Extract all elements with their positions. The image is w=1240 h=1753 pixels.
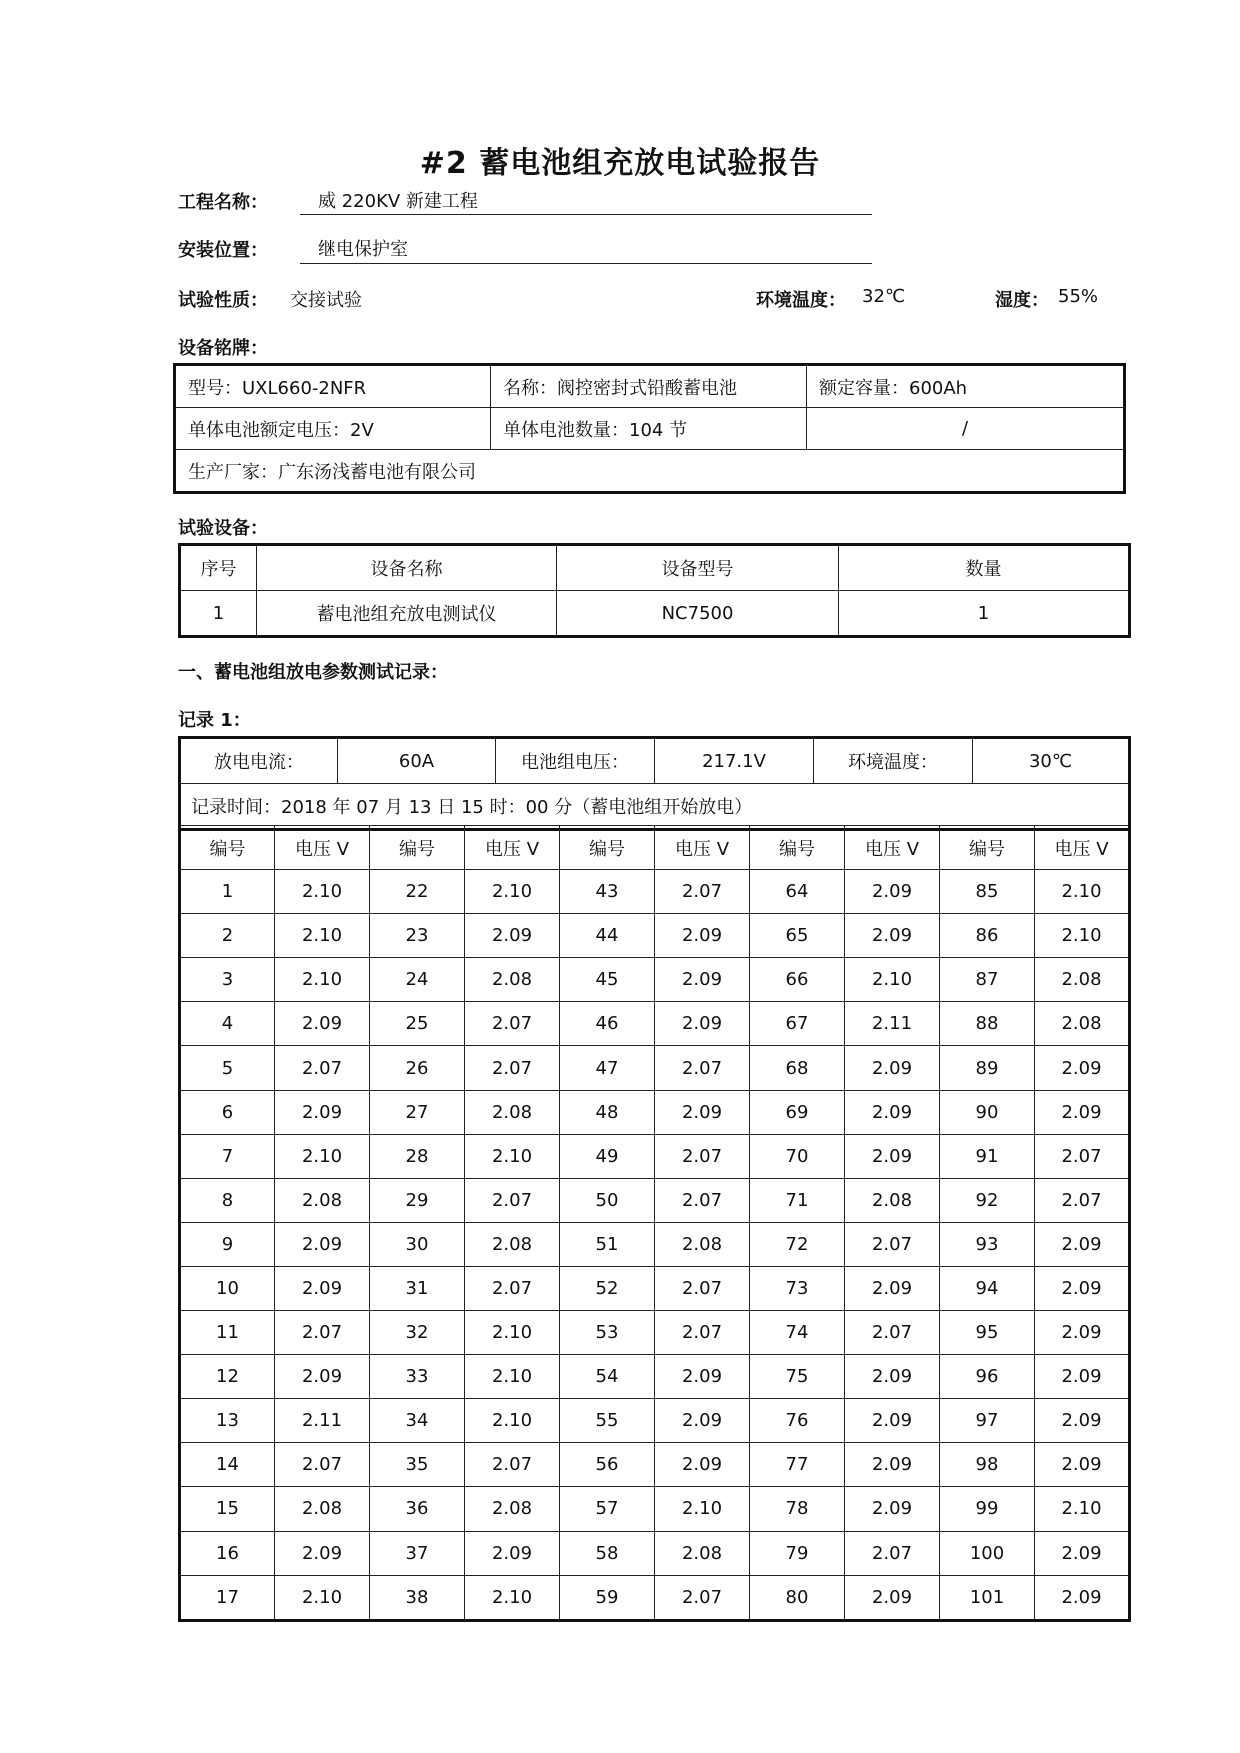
cell-number: 93	[940, 1222, 1035, 1266]
project-underline	[300, 214, 872, 215]
cell-number: 8	[180, 1178, 275, 1222]
install-value: 继电保护室	[318, 239, 408, 260]
cell-voltage: 2.09	[655, 1399, 750, 1443]
cell-number: 38	[370, 1575, 465, 1620]
table-row	[180, 1575, 1130, 1620]
record-info-table	[178, 736, 1131, 831]
humidity-label: 湿度：	[995, 290, 1049, 311]
cell-voltage: 2.07	[655, 1311, 750, 1355]
cell-voltage: 2.07	[465, 1046, 560, 1090]
data-header-cell: 编号	[180, 826, 275, 870]
cell-number: 44	[560, 914, 655, 958]
table-row	[180, 1266, 1130, 1310]
cell-number: 13	[180, 1399, 275, 1443]
cell-number: 29	[370, 1178, 465, 1222]
cell-number: 35	[370, 1443, 465, 1487]
cell-number: 89	[940, 1046, 1035, 1090]
cell-number: 31	[370, 1266, 465, 1310]
cell-voltage: 2.09	[845, 1355, 940, 1399]
cell-voltage: 2.09	[1035, 1399, 1130, 1443]
cell-number: 68	[750, 1046, 845, 1090]
cell-voltage: 2.09	[1035, 1531, 1130, 1575]
cell-number: 76	[750, 1399, 845, 1443]
cell-voltage: 2.09	[1035, 1222, 1130, 1266]
cell-number: 9	[180, 1222, 275, 1266]
cell-number: 77	[750, 1443, 845, 1487]
cell-number: 37	[370, 1531, 465, 1575]
cell-voltage: 2.07	[655, 1134, 750, 1178]
table-row	[180, 958, 1130, 1002]
cell-voltage: 2.09	[1035, 1090, 1130, 1134]
equipment-header-cell: 数量	[839, 545, 1130, 591]
cell-number: 72	[750, 1222, 845, 1266]
equipment-cell: 1	[839, 591, 1130, 637]
cell-number: 50	[560, 1178, 655, 1222]
cell-voltage: 2.10	[465, 870, 560, 914]
cell-voltage: 2.08	[465, 1487, 560, 1531]
cell-voltage: 2.08	[465, 958, 560, 1002]
cell-number: 92	[940, 1178, 1035, 1222]
cell-voltage: 2.07	[465, 1178, 560, 1222]
cell-voltage: 2.10	[275, 1575, 370, 1620]
cell-number: 75	[750, 1355, 845, 1399]
cell-voltage: 2.10	[845, 958, 940, 1002]
cell-voltage: 2.09	[845, 914, 940, 958]
cell-voltage: 2.10	[465, 1575, 560, 1620]
cell-number: 98	[940, 1443, 1035, 1487]
data-header-cell: 编号	[750, 826, 845, 870]
cell-number: 4	[180, 1002, 275, 1046]
table-row	[180, 870, 1130, 914]
record-temp-value: 30℃	[973, 738, 1130, 784]
cell-number: 100	[940, 1531, 1035, 1575]
cell-voltage: 2.07	[655, 1046, 750, 1090]
table-row	[180, 1134, 1130, 1178]
cell-voltage: 2.07	[1035, 1178, 1130, 1222]
nameplate-table	[173, 363, 1126, 494]
table-row	[180, 1487, 1130, 1531]
cell-voltage: 2.10	[465, 1355, 560, 1399]
cell-voltage: 2.09	[845, 1487, 940, 1531]
cell-number: 23	[370, 914, 465, 958]
cell-voltage: 2.09	[845, 1090, 940, 1134]
cell-voltage: 2.09	[845, 1443, 940, 1487]
cell-voltage: 2.09	[275, 1090, 370, 1134]
cell-number: 43	[560, 870, 655, 914]
cell-number: 99	[940, 1487, 1035, 1531]
data-header-cell: 电压 V	[1035, 826, 1130, 870]
cell-voltage: 2.08	[655, 1222, 750, 1266]
equipment-table	[178, 543, 1131, 638]
cell-voltage: 2.10	[1035, 914, 1130, 958]
test-nature-value: 交接试验	[290, 290, 362, 311]
cell-number: 46	[560, 1002, 655, 1046]
table-row	[180, 1046, 1130, 1090]
cell-number: 30	[370, 1222, 465, 1266]
cell-number: 3	[180, 958, 275, 1002]
cell-number: 53	[560, 1311, 655, 1355]
table-row	[180, 1531, 1130, 1575]
cell-number: 25	[370, 1002, 465, 1046]
cell-number: 55	[560, 1399, 655, 1443]
cell-number: 34	[370, 1399, 465, 1443]
cell-voltage: 2.09	[845, 1134, 940, 1178]
data-header-cell: 电压 V	[655, 826, 750, 870]
cell-number: 47	[560, 1046, 655, 1090]
cell-voltage: 2.11	[275, 1399, 370, 1443]
cell-voltage: 2.08	[845, 1178, 940, 1222]
voltage-data-table	[178, 825, 1131, 1622]
cell-voltage: 2.07	[1035, 1134, 1130, 1178]
cell-voltage: 2.10	[465, 1311, 560, 1355]
cell-number: 26	[370, 1046, 465, 1090]
cell-voltage: 2.09	[655, 1355, 750, 1399]
cell-number: 49	[560, 1134, 655, 1178]
cell-voltage: 2.09	[1035, 1046, 1130, 1090]
data-header-cell: 编号	[370, 826, 465, 870]
cell-number: 87	[940, 958, 1035, 1002]
cell-voltage: 2.08	[1035, 958, 1130, 1002]
data-header-cell: 电压 V	[465, 826, 560, 870]
section-heading: 一、蓄电池组放电参数测试记录：	[178, 662, 448, 683]
table-row	[180, 1178, 1130, 1222]
pack-voltage-label: 电池组电压：	[496, 738, 655, 784]
cell-voltage: 2.09	[1035, 1355, 1130, 1399]
data-header-cell: 编号	[560, 826, 655, 870]
cell-voltage: 2.10	[275, 1134, 370, 1178]
cell-voltage: 2.07	[845, 1311, 940, 1355]
install-underline	[300, 263, 872, 264]
cell-number: 16	[180, 1531, 275, 1575]
table-row	[180, 1399, 1130, 1443]
cell-number: 64	[750, 870, 845, 914]
cell-voltage: 2.09	[655, 1002, 750, 1046]
cell-voltage: 2.09	[845, 1575, 940, 1620]
cell-number: 96	[940, 1355, 1035, 1399]
table-row	[180, 1355, 1130, 1399]
cell-voltage: 2.10	[275, 958, 370, 1002]
cell-voltage: 2.10	[465, 1134, 560, 1178]
equipment-header-cell: 设备名称	[257, 545, 557, 591]
cell-number: 54	[560, 1355, 655, 1399]
record-time: 记录时间：2018 年 07 月 13 日 15 时：00 分（蓄电池组开始放电）	[180, 784, 1130, 830]
page-title: #2 蓄电池组充放电试验报告	[419, 146, 821, 181]
cell-number: 6	[180, 1090, 275, 1134]
cell-number: 86	[940, 914, 1035, 958]
cell-voltage: 2.09	[275, 1355, 370, 1399]
nameplate-blank: /	[807, 408, 1125, 450]
cell-number: 22	[370, 870, 465, 914]
cell-voltage: 2.10	[275, 914, 370, 958]
cell-voltage: 2.09	[845, 1266, 940, 1310]
equipment-cell: 蓄电池组充放电测试仪	[257, 591, 557, 637]
cell-voltage: 2.10	[1035, 1487, 1130, 1531]
table-row	[180, 1311, 1130, 1355]
cell-number: 71	[750, 1178, 845, 1222]
cell-number: 66	[750, 958, 845, 1002]
cell-voltage: 2.09	[1035, 1443, 1130, 1487]
install-label: 安装位置：	[178, 240, 268, 261]
nameplate-cell-voltage: 单体电池额定电压：2V	[175, 408, 491, 450]
cell-number: 51	[560, 1222, 655, 1266]
cell-number: 32	[370, 1311, 465, 1355]
cell-number: 24	[370, 958, 465, 1002]
cell-voltage: 2.09	[655, 1090, 750, 1134]
cell-number: 90	[940, 1090, 1035, 1134]
cell-number: 79	[750, 1531, 845, 1575]
humidity-value: 55%	[1058, 286, 1099, 307]
cell-voltage: 2.07	[275, 1311, 370, 1355]
cell-voltage: 2.07	[465, 1266, 560, 1310]
equipment-header-cell: 序号	[180, 545, 257, 591]
cell-voltage: 2.07	[465, 1002, 560, 1046]
project-label: 工程名称：	[178, 192, 268, 213]
equipment-cell: NC7500	[557, 591, 839, 637]
data-header-cell: 电压 V	[275, 826, 370, 870]
table-row	[180, 914, 1130, 958]
cell-voltage: 2.07	[845, 1222, 940, 1266]
test-nature-label: 试验性质：	[178, 290, 268, 311]
cell-voltage: 2.07	[655, 1178, 750, 1222]
cell-voltage: 2.07	[465, 1443, 560, 1487]
cell-number: 78	[750, 1487, 845, 1531]
cell-number: 91	[940, 1134, 1035, 1178]
cell-voltage: 2.09	[845, 1399, 940, 1443]
cell-number: 59	[560, 1575, 655, 1620]
cell-voltage: 2.09	[275, 1531, 370, 1575]
equipment-header-cell: 设备型号	[557, 545, 839, 591]
cell-voltage: 2.09	[275, 1002, 370, 1046]
equipment-heading: 试验设备：	[178, 518, 268, 539]
nameplate-cell-count: 单体电池数量：104 节	[491, 408, 807, 450]
cell-voltage: 2.08	[465, 1090, 560, 1134]
cell-voltage: 2.10	[275, 870, 370, 914]
cell-voltage: 2.09	[655, 958, 750, 1002]
cell-voltage: 2.07	[845, 1531, 940, 1575]
cell-voltage: 2.08	[1035, 1002, 1130, 1046]
cell-voltage: 2.10	[465, 1399, 560, 1443]
cell-number: 80	[750, 1575, 845, 1620]
table-row	[180, 1443, 1130, 1487]
cell-number: 28	[370, 1134, 465, 1178]
equipment-cell: 1	[180, 591, 257, 637]
env-temp-label: 环境温度：	[756, 290, 846, 311]
cell-voltage: 2.08	[275, 1487, 370, 1531]
cell-voltage: 2.09	[465, 914, 560, 958]
cell-number: 27	[370, 1090, 465, 1134]
cell-voltage: 2.07	[655, 1266, 750, 1310]
cell-voltage: 2.09	[1035, 1266, 1130, 1310]
cell-number: 70	[750, 1134, 845, 1178]
cell-voltage: 2.09	[1035, 1575, 1130, 1620]
cell-voltage: 2.10	[1035, 870, 1130, 914]
nameplate-heading: 设备铭牌：	[178, 338, 268, 359]
cell-number: 73	[750, 1266, 845, 1310]
project-value: 威 220KV 新建工程	[318, 191, 478, 212]
data-header-row	[180, 826, 1130, 870]
cell-voltage: 2.08	[655, 1531, 750, 1575]
cell-voltage: 2.10	[655, 1487, 750, 1531]
cell-voltage: 2.07	[275, 1046, 370, 1090]
data-header-cell: 编号	[940, 826, 1035, 870]
cell-number: 17	[180, 1575, 275, 1620]
cell-number: 67	[750, 1002, 845, 1046]
data-header-cell: 电压 V	[845, 826, 940, 870]
cell-voltage: 2.09	[465, 1531, 560, 1575]
cell-voltage: 2.07	[655, 1575, 750, 1620]
cell-number: 10	[180, 1266, 275, 1310]
cell-number: 12	[180, 1355, 275, 1399]
nameplate-model: 型号：UXL660-2NFR	[175, 365, 491, 408]
cell-number: 95	[940, 1311, 1035, 1355]
cell-number: 101	[940, 1575, 1035, 1620]
cell-voltage: 2.09	[1035, 1311, 1130, 1355]
cell-number: 14	[180, 1443, 275, 1487]
current-value: 60A	[338, 738, 496, 784]
cell-voltage: 2.09	[655, 1443, 750, 1487]
cell-number: 7	[180, 1134, 275, 1178]
cell-voltage: 2.08	[275, 1178, 370, 1222]
cell-number: 45	[560, 958, 655, 1002]
cell-number: 52	[560, 1266, 655, 1310]
current-label: 放电电流：	[180, 738, 338, 784]
cell-number: 5	[180, 1046, 275, 1090]
cell-voltage: 2.07	[275, 1443, 370, 1487]
cell-number: 15	[180, 1487, 275, 1531]
cell-number: 94	[940, 1266, 1035, 1310]
cell-voltage: 2.09	[845, 870, 940, 914]
cell-number: 11	[180, 1311, 275, 1355]
nameplate-capacity: 额定容量：600Ah	[807, 365, 1125, 408]
cell-voltage: 2.09	[845, 1046, 940, 1090]
cell-number: 97	[940, 1399, 1035, 1443]
cell-voltage: 2.11	[845, 1002, 940, 1046]
env-temp-value: 32℃	[862, 286, 906, 307]
nameplate-name: 名称：阀控密封式铅酸蓄电池	[491, 365, 807, 408]
cell-number: 1	[180, 870, 275, 914]
cell-number: 48	[560, 1090, 655, 1134]
cell-voltage: 2.08	[465, 1222, 560, 1266]
cell-voltage: 2.09	[275, 1222, 370, 1266]
record-heading: 记录 1：	[178, 710, 251, 731]
cell-voltage: 2.07	[655, 870, 750, 914]
cell-number: 88	[940, 1002, 1035, 1046]
cell-number: 74	[750, 1311, 845, 1355]
nameplate-maker: 生产厂家：广东汤浅蓄电池有限公司	[175, 450, 1125, 493]
cell-voltage: 2.09	[275, 1266, 370, 1310]
cell-number: 56	[560, 1443, 655, 1487]
cell-number: 57	[560, 1487, 655, 1531]
pack-voltage-value: 217.1V	[655, 738, 814, 784]
cell-number: 85	[940, 870, 1035, 914]
record-temp-label: 环境温度：	[814, 738, 973, 784]
cell-number: 36	[370, 1487, 465, 1531]
cell-number: 69	[750, 1090, 845, 1134]
table-row	[180, 1090, 1130, 1134]
table-row	[180, 1222, 1130, 1266]
cell-number: 33	[370, 1355, 465, 1399]
cell-number: 65	[750, 914, 845, 958]
cell-number: 2	[180, 914, 275, 958]
cell-voltage: 2.09	[655, 914, 750, 958]
table-row	[180, 1002, 1130, 1046]
cell-number: 58	[560, 1531, 655, 1575]
